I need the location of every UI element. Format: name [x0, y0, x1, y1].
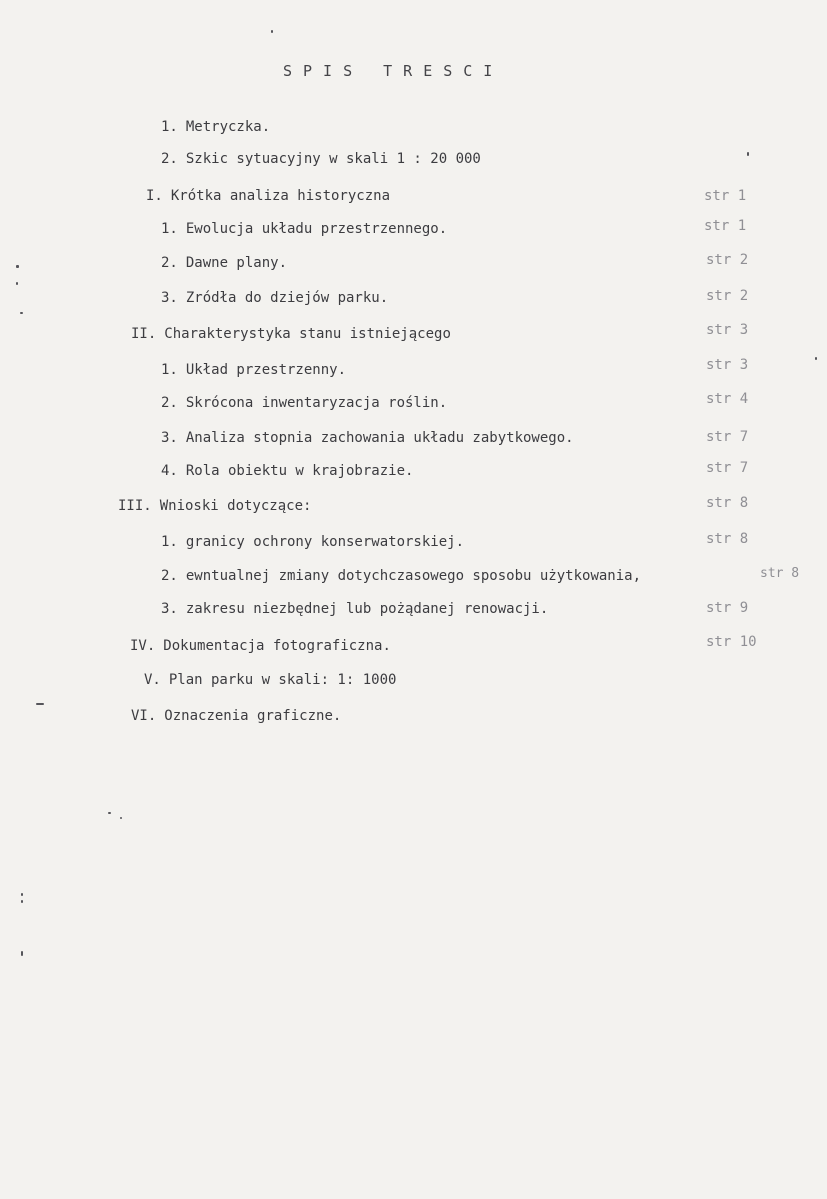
- entry-text: zakresu niezbędnej lub pożądanej renowacji.: [185, 601, 549, 617]
- entry-number: 3.: [161, 290, 178, 306]
- entry-number: 2.: [161, 395, 178, 411]
- entry-number: 3.: [161, 601, 178, 617]
- toc-entry: [161, 429, 574, 447]
- entry-text: Metryczka.: [185, 119, 271, 135]
- page-reference: str 3: [706, 322, 749, 338]
- entry-number: 1.: [161, 362, 178, 378]
- entry-text: Oznaczenia graficzne.: [164, 708, 342, 724]
- entry-text: Układ przestrzenny.: [185, 362, 347, 378]
- entry-number: 1.: [161, 534, 178, 550]
- scan-speck: [747, 152, 749, 156]
- section-number: II.: [131, 326, 157, 342]
- scan-speck: [120, 817, 122, 819]
- toc-entry: [161, 150, 481, 168]
- entry-text: ewntualnej zmiany dotychczasowego sposobu użytkowania,: [185, 568, 642, 584]
- page-reference: str 2: [706, 288, 749, 304]
- entry-number: 2.: [161, 151, 178, 167]
- page-reference: str 1: [704, 218, 747, 234]
- toc-entry: [161, 600, 548, 618]
- entry-text: Charakterystyka stanu istniejącego: [164, 326, 451, 342]
- toc-entry: [161, 289, 388, 307]
- entry-text: Dokumentacja fotograficzna.: [163, 638, 391, 654]
- toc-entry: [161, 394, 447, 412]
- scan-speck: [815, 357, 817, 360]
- page-reference: str 7: [706, 429, 749, 445]
- toc-entry: [161, 533, 464, 551]
- page-reference: str 2: [706, 252, 749, 268]
- entry-text: Rola obiektu w krajobrazie.: [185, 463, 414, 479]
- page-reference: str 8: [706, 495, 749, 511]
- toc-entry: [161, 361, 346, 379]
- page-reference: str 10: [706, 634, 757, 650]
- section-number: I.: [146, 188, 163, 204]
- page-reference: str 3: [706, 357, 749, 373]
- toc-section-heading: [144, 671, 396, 689]
- entry-text: Zródła do dziejów parku.: [185, 290, 389, 306]
- toc-section-heading: [118, 497, 311, 515]
- entry-text: Plan parku w skali: 1: 1000: [168, 672, 397, 688]
- page-reference: str 9: [706, 600, 749, 616]
- toc-entry: [161, 118, 270, 136]
- page-reference: str 8: [706, 531, 749, 547]
- entry-number: 2.: [161, 255, 178, 271]
- entry-number: 4.: [161, 463, 178, 479]
- scan-speck: [21, 900, 23, 903]
- toc-section-heading: [130, 637, 391, 655]
- toc-entry: [161, 254, 287, 272]
- entry-text: Analiza stopnia zachowania układu zabytkowego.: [185, 430, 574, 446]
- entry-number: 1.: [161, 119, 178, 135]
- scan-speck: [21, 951, 23, 956]
- toc-entry: [161, 462, 413, 480]
- scan-speck: [16, 282, 18, 285]
- entry-text: Skrócona inwentaryzacja roślin.: [185, 395, 448, 411]
- toc-entry: [161, 567, 641, 585]
- toc-section-heading: [131, 325, 451, 343]
- section-number: III.: [118, 498, 152, 514]
- scan-speck: [21, 893, 23, 896]
- page-title: SPIS TRESCI: [283, 62, 504, 80]
- entry-text: Krótka analiza historyczna: [170, 188, 391, 204]
- entry-number: 2.: [161, 568, 178, 584]
- scan-speck: [20, 312, 23, 314]
- section-number: IV.: [130, 638, 156, 654]
- entry-text: Dawne plany.: [185, 255, 288, 271]
- page-reference: str 7: [706, 460, 749, 476]
- scan-speck: [271, 30, 273, 33]
- entry-text: granicy ochrony konserwatorskiej.: [185, 534, 465, 550]
- page-reference: str 4: [706, 391, 749, 407]
- toc-entry: [161, 220, 447, 238]
- entry-text: Ewolucja układu przestrzennego.: [185, 221, 448, 237]
- toc-section-heading: [146, 187, 390, 205]
- scan-speck: [36, 703, 44, 705]
- entry-number: 1.: [161, 221, 178, 237]
- toc-section-heading: [131, 707, 341, 725]
- scan-speck: [16, 265, 19, 268]
- entry-text: Wnioski dotyczące:: [159, 498, 312, 514]
- page-reference: str 8: [760, 566, 800, 581]
- section-number: VI.: [131, 708, 157, 724]
- page-reference: str 1: [704, 188, 747, 204]
- section-number: V.: [144, 672, 161, 688]
- entry-number: 3.: [161, 430, 178, 446]
- scan-speck: [108, 812, 111, 814]
- entry-text: Szkic sytuacyjny w skali 1 : 20 000: [185, 151, 481, 167]
